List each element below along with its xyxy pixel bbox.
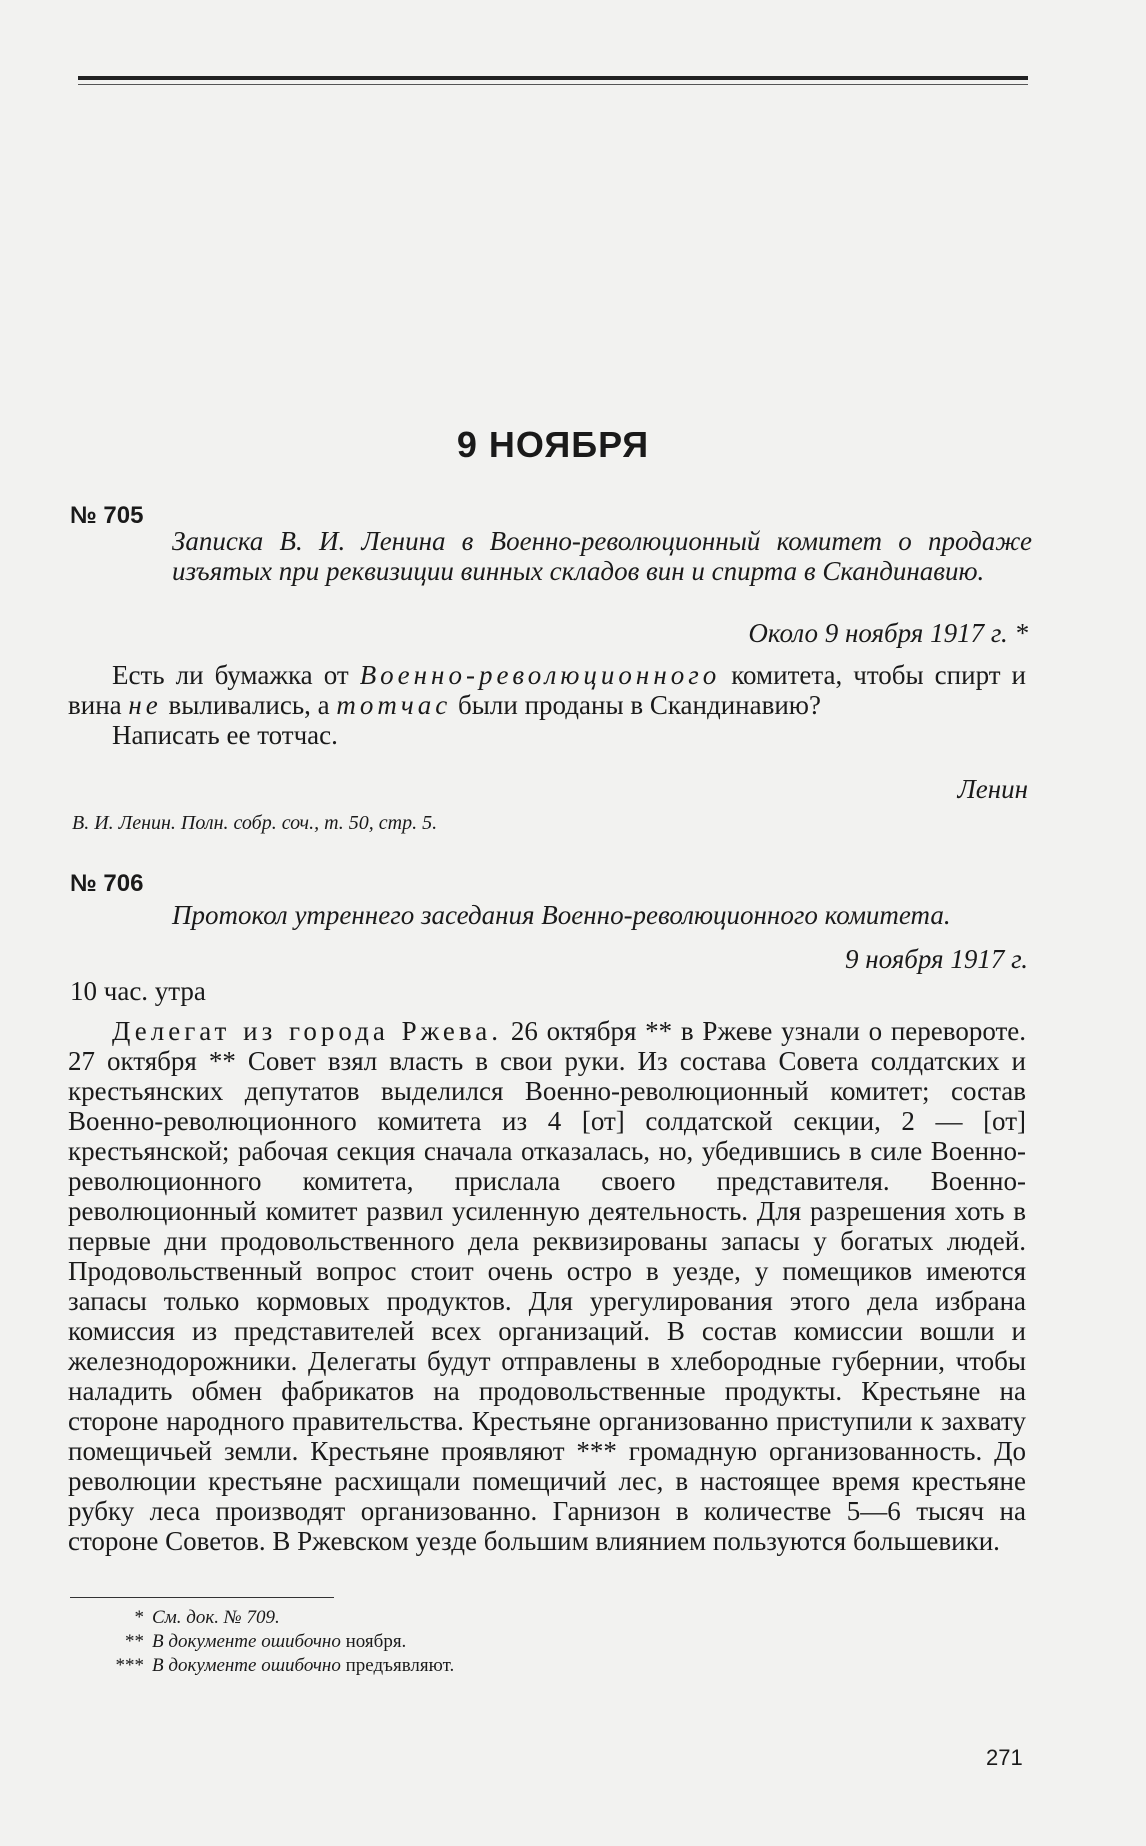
- footnote-item: [100, 1630, 454, 1654]
- doc-705-text-part3: выливались, а: [161, 690, 337, 720]
- doc-705-signature: Ленин: [957, 774, 1028, 804]
- footnotes: [100, 1606, 454, 1678]
- doc-705-text: [68, 660, 1026, 750]
- doc-705-text-part4: были проданы в Скандинавию?: [451, 690, 821, 720]
- doc-706-title: Протокол утреннего заседания Военно-революционного комитета.: [172, 900, 951, 930]
- doc-705-number: № 705: [70, 502, 144, 529]
- footnote-item: [100, 1654, 454, 1678]
- doc-705-text-part1: Есть ли бумажка от: [112, 660, 360, 690]
- footnote-item: [100, 1606, 454, 1630]
- footnote-mark: **: [125, 1631, 144, 1652]
- top-rule: [78, 76, 1028, 80]
- footnote-plain: ноября.: [340, 1631, 407, 1652]
- footnote-plain: предъявляют.: [340, 1655, 455, 1676]
- doc-705-emphasis-totchas: тотчас: [336, 690, 452, 720]
- page-number: 271: [986, 1745, 1023, 1770]
- doc-705-emphasis-ne: не: [128, 690, 162, 720]
- footnote-italic: В документе ошибочно: [152, 1631, 341, 1652]
- doc-706-number: № 706: [70, 870, 144, 897]
- doc-706-paragraph: 26 октября ** в Ржеве узнали о перевороте. 27 октября ** Совет взял власть в свои руки. Из состава Совета солдатских и крестьянских депутатов выделился Военно-революционный комитет; состав Военно-революционного комитета из 4 [от] солдатской секции, 2 — [от] крестьянской; рабочая секция сначала отказалась, но, убедившись в силе Военно-революционного комитета, прислала своего представителя. Военно-революционный комитет развил усиленную деятельность. Для разрешения хоть в первые дни продовольственного дела реквизированы запасы у богатых людей. Продовольственный вопрос стоит очень остро в уезде, у помещиков имеются запасы только кормовых продуктов. Для урегулирования этого дела избрана комиссия из представителей всех организаций. В состав комиссии вошли и железнодорожники. Делегаты будут отправлены в хлебородные губернии, чтобы наладить обмен фабрикатов на продовольственные продукты. Крестьяне на стороне народного правительства. Крестьяне организованно приступили к захвату помещичьей земли. Крестьяне проявляют *** громадную организованность. До революции крестьяне расхищали помещичий лес, в настоящее время крестьяне рубку леса производят организованно. Гарнизон в количестве 5—6 тысяч на стороне Советов. В Ржевском уезде большим влиянием пользуются большевики.: [68, 1016, 1027, 1556]
- date-heading: 9 НОЯБРЯ: [456, 424, 650, 465]
- doc-706-speaker: Делегат из города Ржева.: [112, 1016, 503, 1046]
- doc-705-source: В. И. Ленин. Полн. собр. соч., т. 50, стр. 5.: [72, 812, 438, 834]
- doc-705-text-part2: комитета, чтобы спирт и вина: [68, 660, 1026, 720]
- footnote-italic: См. док. № 709.: [152, 1607, 280, 1628]
- doc-705-emphasis-vrk: Военно-революционного: [359, 660, 721, 690]
- doc-705-title: Записка В. И. Ленина в Военно-революционный комитет о продаже изъятых при реквизиции винных складов вин и спирта в Скандинавию.: [172, 526, 1032, 586]
- footnote-divider: [70, 1597, 334, 1598]
- footnote-mark: ***: [115, 1655, 144, 1676]
- doc-705-text-line2: Написать ее тотчас.: [112, 720, 338, 750]
- doc-706-date: 9 ноября 1917 г.: [844, 944, 1028, 974]
- footnote-italic: В документе ошибочно: [152, 1655, 341, 1676]
- top-rule-thin: [78, 84, 1028, 85]
- doc-706-body: [68, 1016, 1026, 1556]
- doc-706-time: 10 час. утра: [70, 976, 206, 1006]
- footnote-mark: *: [134, 1607, 144, 1628]
- doc-705-date: Около 9 ноября 1917 г. *: [748, 618, 1028, 648]
